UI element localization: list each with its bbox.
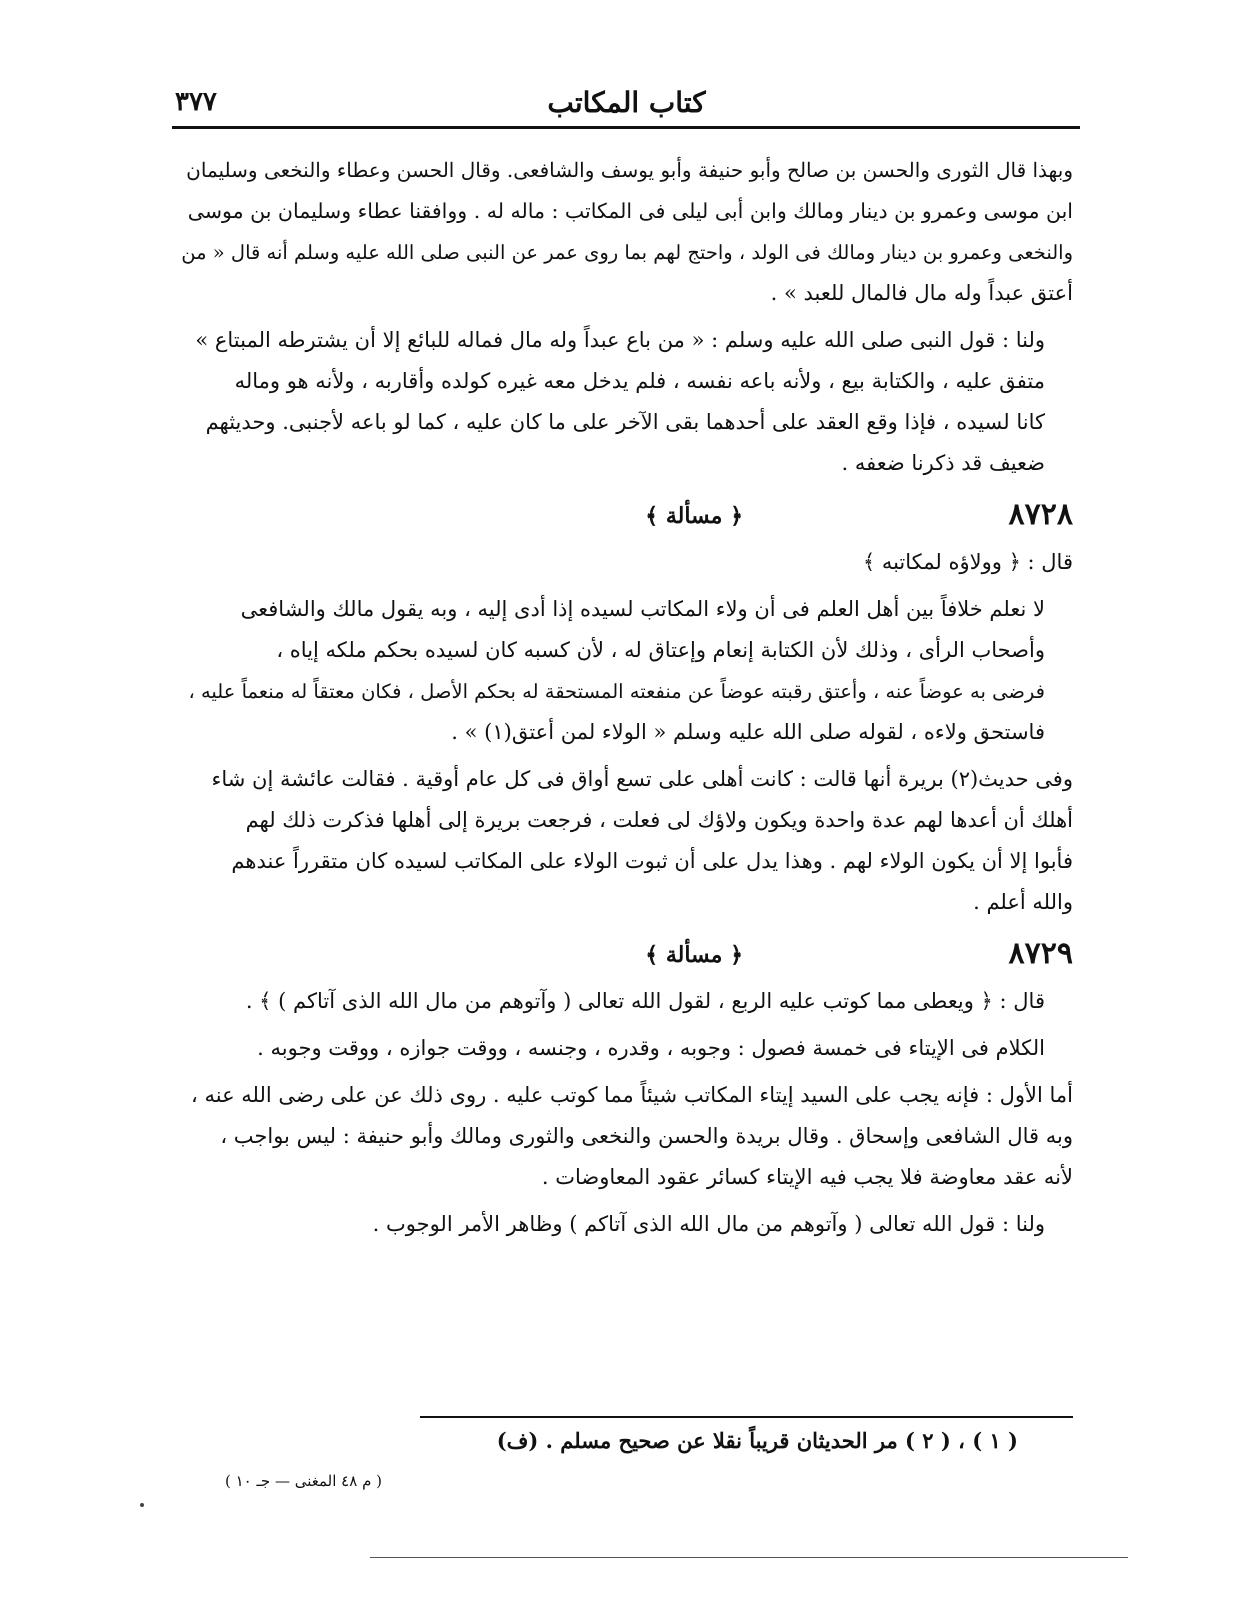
bottom-rule	[370, 1557, 1128, 1558]
text-line: فأبوا إلا أن يكون الولاء لهم . وهذا يدل على أن ثبوت الولاء على المكاتب لسيده كان متقرراً عندهم	[231, 849, 1073, 873]
text-line: الكلام فى الإيتاء فى خمسة فصول : وجوبه ، وقدره ، وجنسه ، ووقت جوازه ، ووقت وجوبه .	[257, 1036, 1045, 1060]
masala-number: ٨٧٢٩	[1008, 936, 1073, 971]
paragraph	[172, 759, 1073, 923]
text-line: كانا لسيده ، فإذا وقع العقد على أحدهما بقى الآخر على ما كان عليه ، كما لو باعه لأجنبى. وحديثهم	[205, 410, 1045, 434]
masala-title: ﴿ مسألة ﴾	[645, 942, 743, 968]
text-line: لأنه عقد معاوضة فلا يجب فيه الإيتاء كسائر عقود المعاوضات .	[541, 1165, 1073, 1189]
text-line: وأصحاب الرأى ، وذلك لأن الكتابة إنعام وإعتاق له ، لأن كسبه كان لسيده بحكم ملكه إياه ،	[276, 638, 1045, 662]
running-title: كتاب المكاتب	[547, 85, 706, 119]
masala-heading	[172, 490, 1073, 542]
footnote-rule	[420, 1416, 1073, 1418]
text-line: قال : ﴿ وولاؤه لمكاتبه ﴾	[862, 550, 1073, 574]
qala-line	[172, 542, 1073, 583]
paragraph	[172, 1204, 1073, 1245]
text-line: لا نعلم خلافاً بين أهل العلم فى أن ولاء المكاتب لسيده إذا أدى إليه ، وبه يقول مالك والشافعى	[240, 597, 1045, 621]
text-line: أهلك أن أعدها لهم عدة واحدة ويكون ولاؤك لى فعلت ، فرجعت بريرة إلى أهلها فذكرت ذلك لهم	[245, 808, 1073, 832]
text-line: قال : ﴿ ويعطى مما كوتب عليه الربع ، لقول الله تعالى ( وآتوهم من مال الله الذى آتاكم ) ﴾ .	[245, 989, 1045, 1013]
paragraph	[172, 150, 1073, 314]
text-line: وبه قال الشافعى وإسحاق . وقال بريدة والحسن والنخعى والثورى ومالك وأبو حنيفة : ليس بواجب ،	[220, 1124, 1073, 1148]
text-line: ولنا : قول النبى صلى الله عليه وسلم : « من باع عبداً وله مال فماله للبائع إلا أن يشترطه المبتاع »	[195, 328, 1045, 352]
header-rule	[172, 126, 1080, 129]
text-line: أما الأول : فإنه يجب على السيد إيتاء المكاتب شيئاً مما كوتب عليه . روى ذلك عن على رضى الله عنه ،	[191, 1083, 1073, 1107]
text-line: أعتق عبداً وله مال فالمال للعبد » .	[770, 281, 1073, 305]
text-line: فاستحق ولاءه ، لقوله صلى الله عليه وسلم « الولاء لمن أعتق(١) » .	[451, 720, 1045, 744]
masala-heading	[172, 929, 1073, 981]
footnote: ( ١ ) ، ( ٢ ) مر الحديثان قريباً نقلا عن صحيح مسلم . (ف)	[496, 1428, 1018, 1453]
text-line: متفق عليه ، والكتابة بيع ، ولأنه باعه نفسه ، فلم يدخل معه غيره كولده وأقاربه ، ولأنه هو وماله	[234, 369, 1045, 393]
text-line: والنخعى وعمرو بن دينار ومالك فى الولد ، واحتج لهم بما روى عمر عن النبى صلى الله عليه وسلم أنه قال « من	[181, 241, 1073, 264]
text-line: فرضى به عوضاً عنه ، وأعتق رقبته عوضاً عن منفعته المستحقة له بحكم الأصل ، فكان معتقاً له منعماً عليه ،	[188, 680, 1045, 703]
text-line: وبهذا قال الثورى والحسن بن صالح وأبو حنيفة وأبو يوسف والشافعى. وقال الحسن وعطاء والنخعى وسليمان	[186, 158, 1073, 182]
page-header	[175, 80, 1078, 124]
text-line: وفى حديث(٢) بريرة أنها قالت : كانت أهلى على تسع أواق فى كل عام أوقية . فقالت عائشة إن شاء	[211, 767, 1073, 791]
text-line: والله أعلم .	[973, 890, 1073, 914]
text-line: ابن موسى وعمرو بن دينار ومالك وابن أبى ليلى فى المكاتب : ماله له . ووافقنا عطاء وسليمان بن موسى	[187, 199, 1073, 223]
paragraph	[172, 589, 1073, 753]
paragraph	[172, 320, 1073, 484]
printer-signature: ( م ٤٨ المغنى — جـ ١٠ )	[225, 1472, 382, 1490]
text-line: ضعيف قد ذكرنا ضعفه .	[841, 451, 1045, 475]
paragraph	[172, 1028, 1073, 1069]
masala-title: ﴿ مسألة ﴾	[645, 503, 743, 529]
text-line: ولنا : قول الله تعالى ( وآتوهم من مال الله الذى آتاكم ) وظاهر الأمر الوجوب .	[372, 1212, 1045, 1236]
masala-number: ٨٧٢٨	[1008, 497, 1073, 532]
paragraph	[172, 1075, 1073, 1198]
page-number: ٣٧٧	[175, 87, 217, 117]
margin-dot	[140, 1503, 144, 1507]
qala-line	[172, 981, 1073, 1022]
page-body	[172, 150, 1073, 1251]
